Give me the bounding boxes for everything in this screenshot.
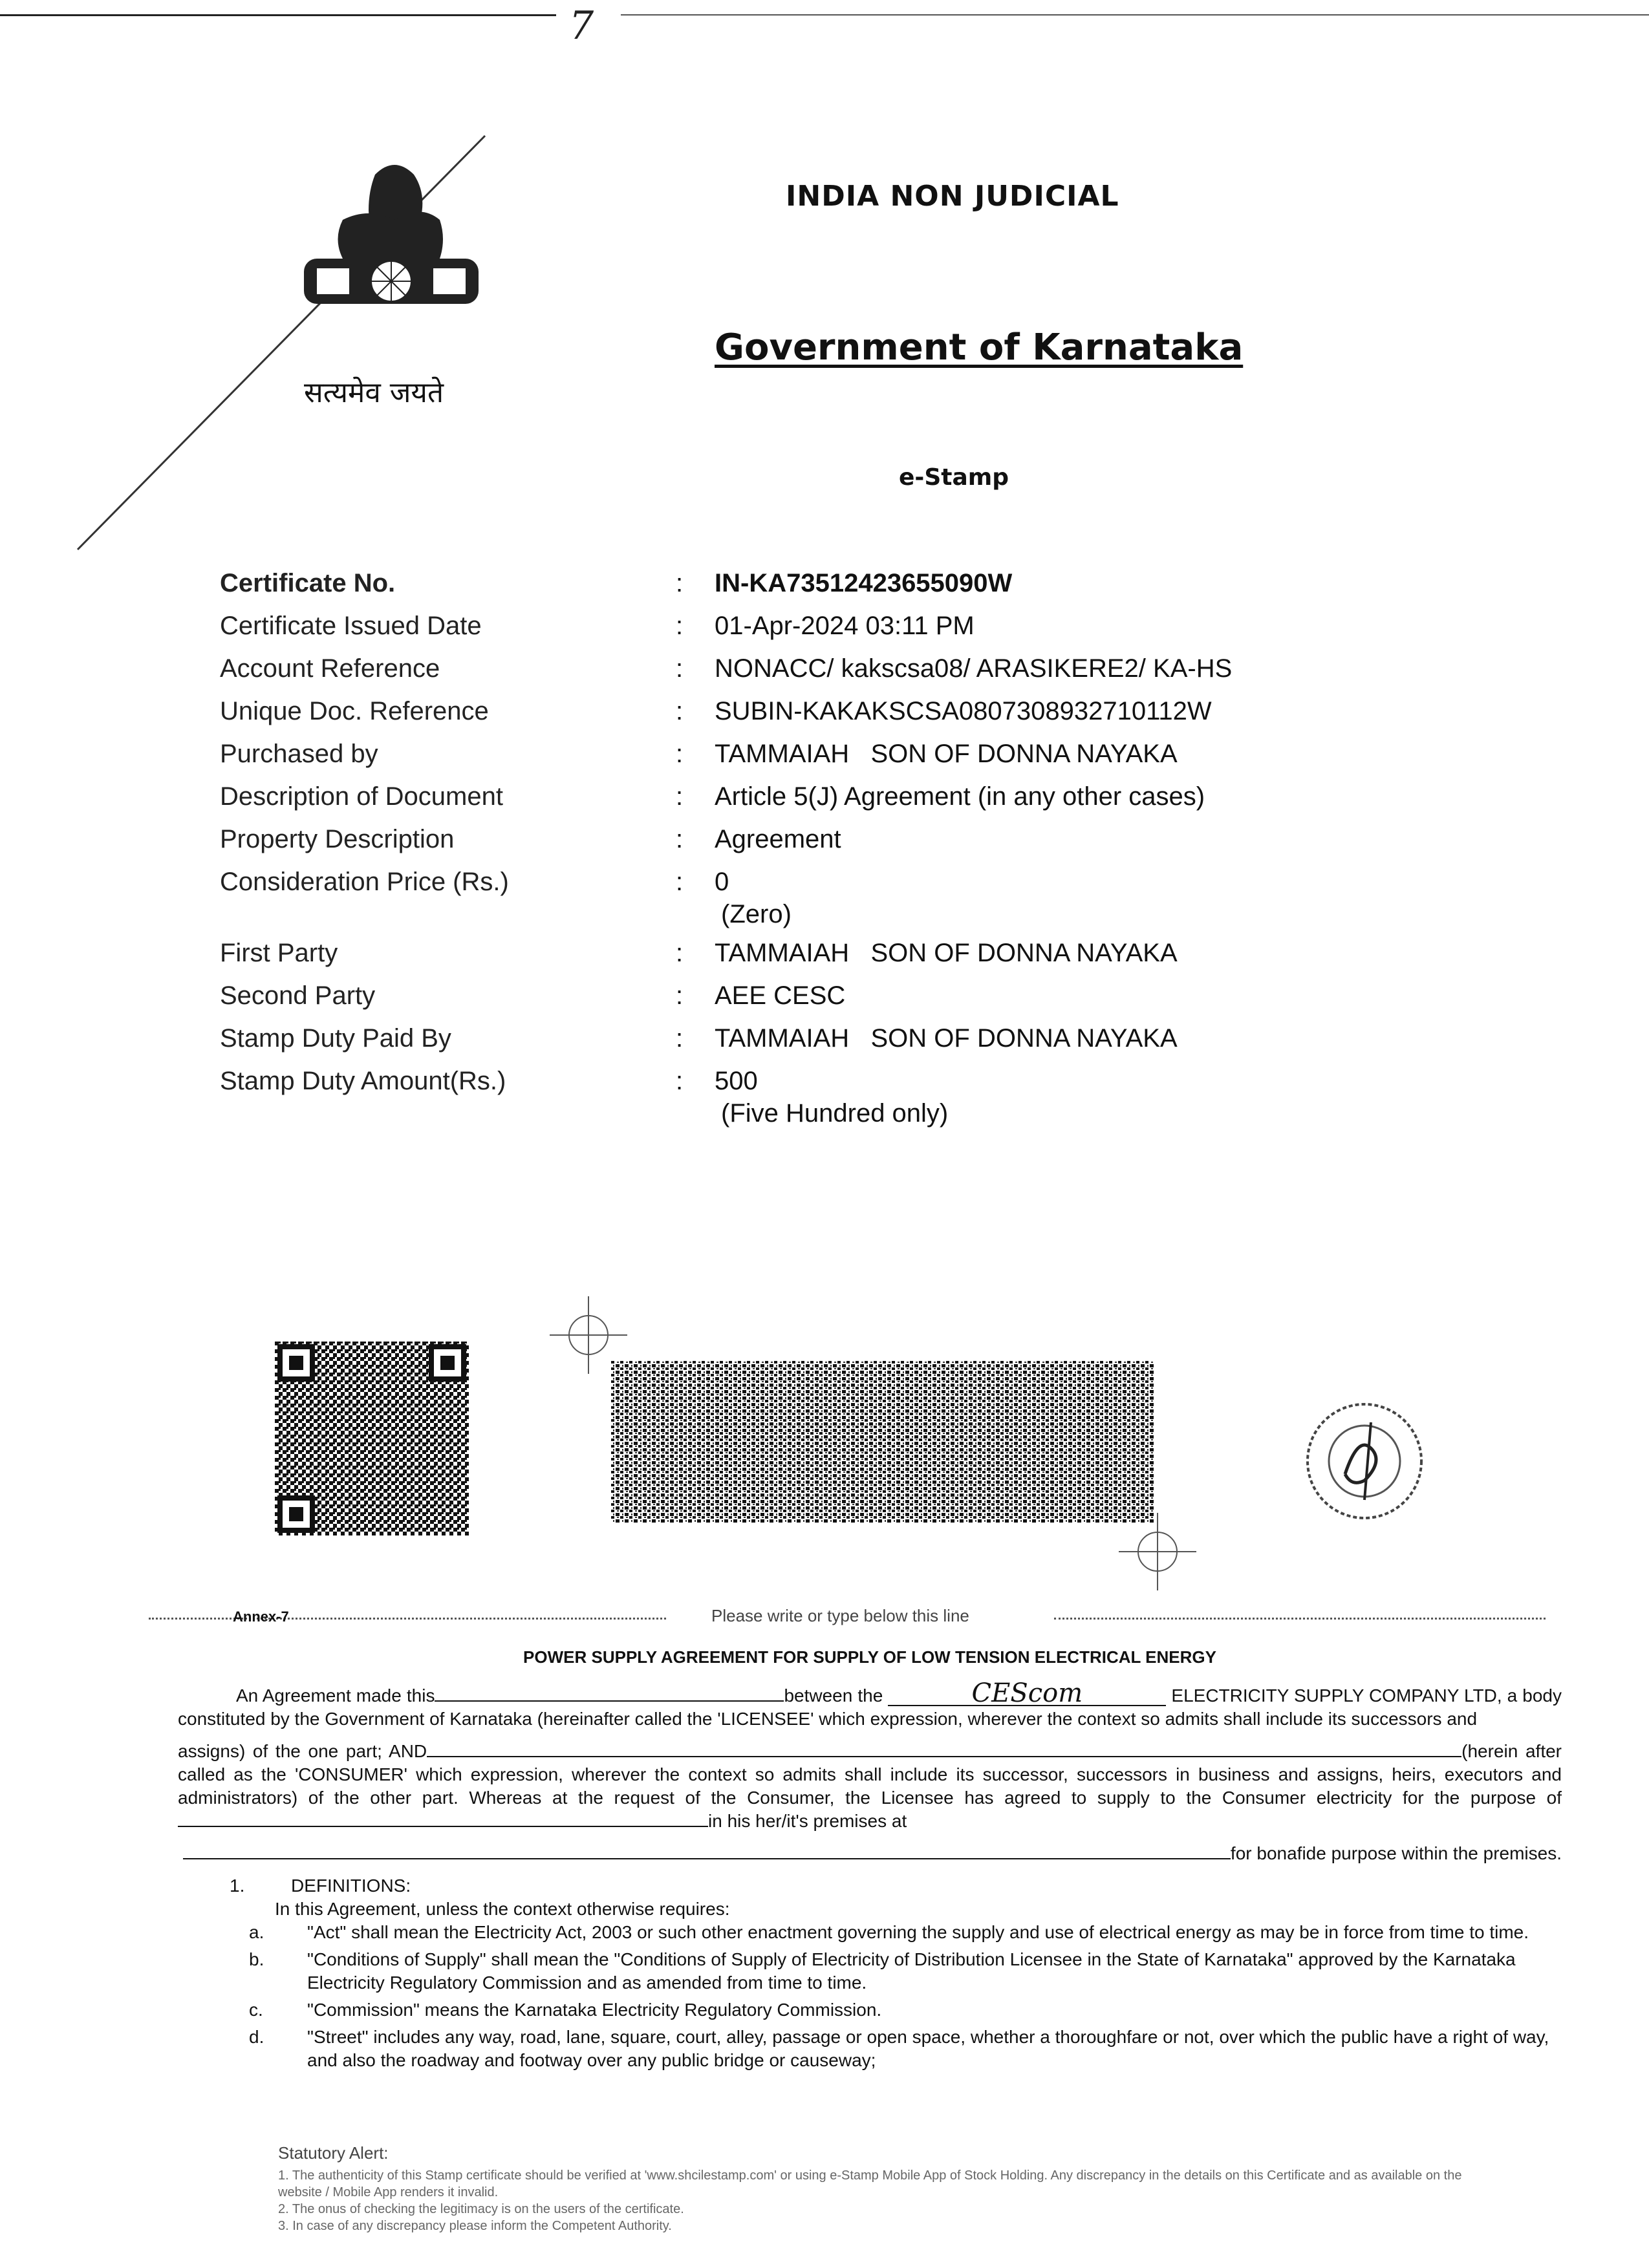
field-row-consideration-price <box>220 868 1384 939</box>
field-row-unique-doc-reference <box>220 697 1384 740</box>
text: for bonafide purpose within the premises. <box>1230 1843 1562 1863</box>
field-row-issued-date <box>220 612 1384 654</box>
field-colon: : <box>676 612 684 640</box>
field-label: First Party <box>220 939 338 967</box>
text: (herein after <box>1461 1741 1562 1761</box>
field-row-second-party <box>220 981 1384 1024</box>
agreement-body <box>178 1645 1562 2076</box>
field-value: 500 <box>715 1067 758 1095</box>
field-row-purchased-by <box>220 740 1384 782</box>
text: between the <box>784 1685 883 1706</box>
section-number: 1. <box>230 1876 245 1896</box>
field-colon: : <box>676 868 684 896</box>
field-colon: : <box>676 569 684 597</box>
field-value: IN-KA73512423655090W <box>715 569 1013 597</box>
field-value: Article 5(J) Agreement (in any other cases) <box>715 782 1205 811</box>
definitions-section <box>178 1874 1562 2072</box>
handwritten-company: CEScom <box>888 1682 1166 1706</box>
premises-blank <box>183 1858 1231 1859</box>
consumer-name-blank <box>427 1756 1461 1757</box>
field-value: TAMMAIAH SON OF DONNA NAYAKA <box>715 1024 1178 1053</box>
field-row-certificate-no <box>220 569 1384 612</box>
definition-letter: d. <box>249 2027 264 2047</box>
field-label: Second Party <box>220 981 376 1010</box>
definition-text: "Street" includes any way, road, lane, square, court, alley, passage or open space, whether a thoroughfare or not, over which the public have a right of way, and also the roadway and footway over any public bridge or causeway; <box>307 2027 1549 2070</box>
write-below-instruction: Please write or type below this line <box>711 1606 969 1625</box>
field-value: TAMMAIAH SON OF DONNA NAYAKA <box>715 939 1178 967</box>
date-blank <box>435 1700 784 1702</box>
field-colon: : <box>676 1024 684 1053</box>
purpose-blank <box>178 1826 708 1827</box>
field-label: Account Reference <box>220 654 440 683</box>
registration-mark-icon <box>1119 1513 1196 1590</box>
dotted-rule <box>1054 1618 1546 1620</box>
definition-item <box>178 1948 1562 1995</box>
field-label: Property Description <box>220 825 455 853</box>
statutory-alert-heading: Statutory Alert: <box>278 2143 389 2163</box>
definitions-intro: In this Agreement, unless the context otherwise requires: <box>275 1899 730 1919</box>
annex-label: Annex-7 <box>233 1609 289 1625</box>
field-label: Certificate No. <box>220 569 396 597</box>
field-value: TAMMAIAH SON OF DONNA NAYAKA <box>715 740 1178 768</box>
text: called as the 'CONSUMER' which expression, wherever the context so admits shall include its successor, successors in business and assigns, heirs, executors and administrators) of the other part. Whereas at the request of the Consumer, the Licensee has agreed to supply to the Consumer electricity for the purpose of <box>178 1764 1562 1808</box>
field-row-stamp-duty-paid-by <box>220 1024 1384 1067</box>
definition-letter: c. <box>249 2000 263 2020</box>
security-barcode-icon <box>611 1361 1154 1523</box>
write-below-divider <box>149 1603 1571 1629</box>
page-mark: 7 <box>569 3 594 48</box>
field-label: Purchased by <box>220 740 378 768</box>
stamp-type: e-Stamp <box>899 464 1009 491</box>
field-label: Description of Document <box>220 782 503 811</box>
field-colon: : <box>676 981 684 1010</box>
field-row-stamp-duty-amount <box>220 1067 1384 1138</box>
field-value: 01-Apr-2024 03:11 PM <box>715 612 975 640</box>
field-label: Certificate Issued Date <box>220 612 482 640</box>
field-colon: : <box>676 697 684 725</box>
definitions-heading: DEFINITIONS: <box>291 1876 411 1896</box>
text: assigns) of the one part; AND <box>178 1741 427 1761</box>
field-value: Agreement <box>715 825 841 853</box>
top-rule <box>0 14 556 16</box>
office-seal-icon <box>1300 1396 1429 1526</box>
field-value: AEE CESC <box>715 981 846 1010</box>
top-right-rule <box>621 14 1649 16</box>
field-label: Stamp Duty Amount(Rs.) <box>220 1067 506 1095</box>
field-colon: : <box>676 782 684 811</box>
field-label: Consideration Price (Rs.) <box>220 868 509 896</box>
field-value-words: (Zero) <box>721 900 792 928</box>
field-value: NONACC/ kakscsa08/ ARASIKERE2/ KA-HS <box>715 654 1233 683</box>
national-emblem-icon <box>278 149 498 369</box>
field-colon: : <box>676 1067 684 1095</box>
agreement-paragraph-1 <box>178 1678 1562 1731</box>
text: in his her/it's premises at <box>708 1811 907 1831</box>
statutory-alert-item: 1. The authenticity of this Stamp certificate should be verified at 'www.shcilestamp.com' or using e-Stamp Mobile App of Stock Holding. Any discrepancy in the details on this Certificate and as available on the website / Mobile App renders it invalid. <box>278 2168 1462 2199</box>
definition-item <box>178 2026 1562 2072</box>
statutory-alert-list <box>278 2167 1507 2234</box>
statutory-alert-item: 3. In case of any discrepancy please inform the Competent Authority. <box>278 2219 672 2233</box>
statutory-alert-item: 2. The onus of checking the legitimacy is on the users of the certificate. <box>278 2202 684 2216</box>
definition-letter: b. <box>249 1949 264 1969</box>
field-colon: : <box>676 654 684 683</box>
qr-code-icon <box>275 1342 469 1535</box>
field-colon: : <box>676 939 684 967</box>
field-value-words: (Five Hundred only) <box>721 1099 949 1128</box>
emblem-motto: सत्यमेव जयते <box>304 376 444 409</box>
field-row-account-reference <box>220 654 1384 697</box>
field-row-description-of-document <box>220 782 1384 825</box>
definition-item <box>178 1998 1562 2022</box>
definition-text: "Act" shall mean the Electricity Act, 2003 or such other enactment governing the supply and use of electrical energy as may be in force from time to time. <box>307 1922 1529 1942</box>
agreement-paragraph-3 <box>178 1842 1562 1865</box>
field-value: 0 <box>715 868 729 896</box>
statutory-alert <box>278 2143 1507 2234</box>
field-row-first-party <box>220 939 1384 981</box>
definition-letter: a. <box>249 1922 264 1942</box>
definition-text: "Conditions of Supply" shall mean the "Conditions of Supply of Electricity of Distribution Licensee in the State of Karnataka" approved by the Karnataka Electricity Regulatory Commission and as amended from time to time. <box>307 1949 1516 1993</box>
document-title: INDIA NON JUDICIAL <box>786 180 1119 213</box>
field-colon: : <box>676 740 684 768</box>
certificate-details <box>220 569 1384 1138</box>
field-label: Stamp Duty Paid By <box>220 1024 451 1053</box>
agreement-paragraph-2 <box>178 1740 1562 1833</box>
text: ELECTRICITY SUPPLY COMPANY LTD, a body constituted by the Government of Karnataka (hereinafter called the 'LICENSEE' which expression, wherever the context so admits shall include its successors and <box>178 1685 1562 1729</box>
field-label: Unique Doc. Reference <box>220 697 489 725</box>
agreement-title: POWER SUPPLY AGREEMENT FOR SUPPLY OF LOW TENSION ELECTRICAL ENERGY <box>523 1647 1216 1667</box>
text: An Agreement made this <box>236 1685 435 1706</box>
dotted-rule <box>149 1618 666 1620</box>
field-colon: : <box>676 825 684 853</box>
government-name: Government of Karnataka <box>715 326 1244 369</box>
field-row-property-description <box>220 825 1384 868</box>
field-value: SUBIN-KAKAKSCSA0807308932710112W <box>715 697 1212 725</box>
definition-item <box>178 1921 1562 1944</box>
definition-text: "Commission" means the Karnataka Electricity Regulatory Commission. <box>307 2000 882 2020</box>
